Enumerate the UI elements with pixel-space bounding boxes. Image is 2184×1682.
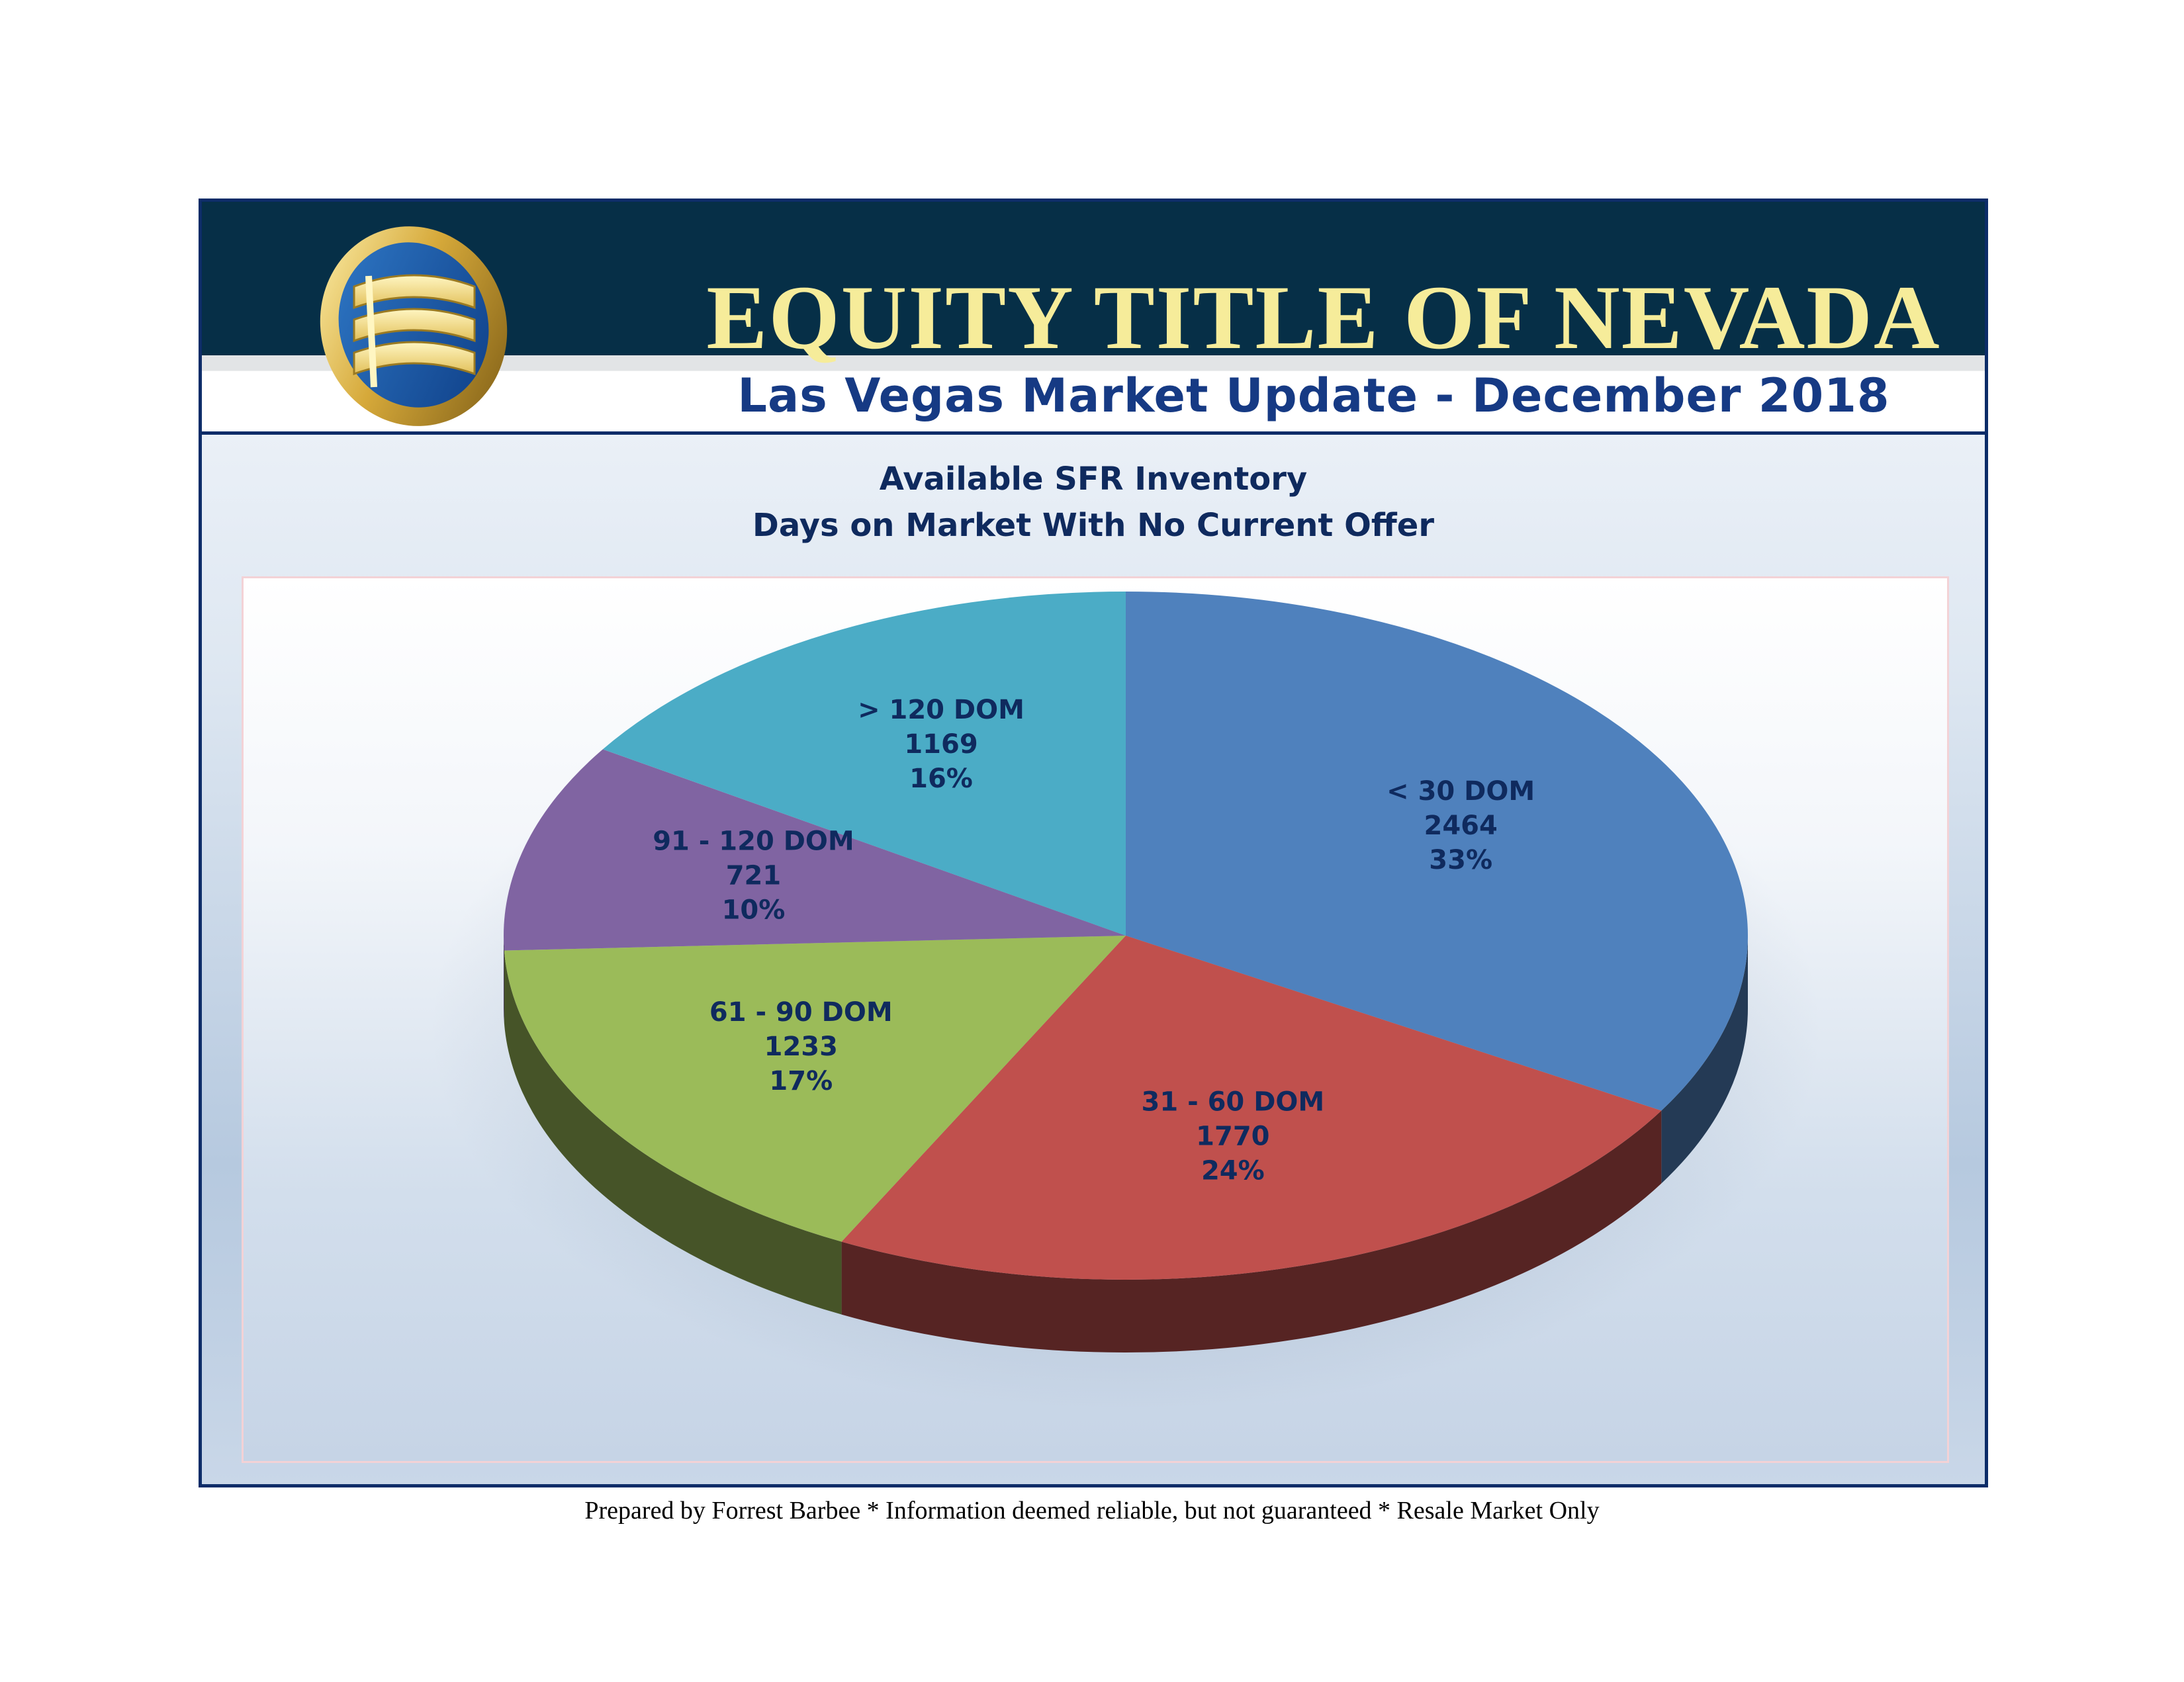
chart-subtitle: Days on Market With No Current Offer — [752, 507, 1434, 544]
footer-note: Prepared by Forrest Barbee * Information deemed reliable, but not guaranteed * Resale Market Only — [584, 1497, 1600, 1525]
slice-label-120-dom: > 120 DOM — [858, 694, 1024, 725]
slice-percent-91-120-dom: 10% — [721, 895, 786, 926]
slice-percent-120-dom: 16% — [909, 763, 973, 794]
slice-label-31-60-dom: 31 - 60 DOM — [1141, 1086, 1325, 1118]
slice-percent-30-dom: 33% — [1429, 845, 1493, 876]
chart-title: Available SFR Inventory — [879, 461, 1308, 498]
pie-chart — [244, 578, 1947, 1461]
slice-percent-31-60-dom: 24% — [1201, 1155, 1265, 1186]
plot-area — [242, 576, 1949, 1463]
report-frame — [199, 199, 1988, 1487]
report-title: Las Vegas Market Update - December 2018 — [737, 369, 1890, 423]
slice-label-61-90-dom: 61 - 90 DOM — [709, 996, 893, 1028]
slice-value-120-dom: 1169 — [904, 729, 978, 760]
slice-value-30-dom: 2464 — [1424, 811, 1498, 842]
slice-value-31-60-dom: 1770 — [1196, 1121, 1270, 1152]
slice-value-91-120-dom: 721 — [725, 860, 782, 891]
slice-percent-61-90-dom: 17% — [769, 1065, 833, 1096]
company-name: EQUITY TITLE OF NEVADA — [706, 267, 1941, 368]
company-logo — [308, 208, 520, 433]
slice-value-61-90-dom: 1233 — [764, 1031, 838, 1062]
slice-label-91-120-dom: 91 - 120 DOM — [653, 826, 854, 857]
slice-label-30-dom: < 30 DOM — [1387, 776, 1535, 807]
